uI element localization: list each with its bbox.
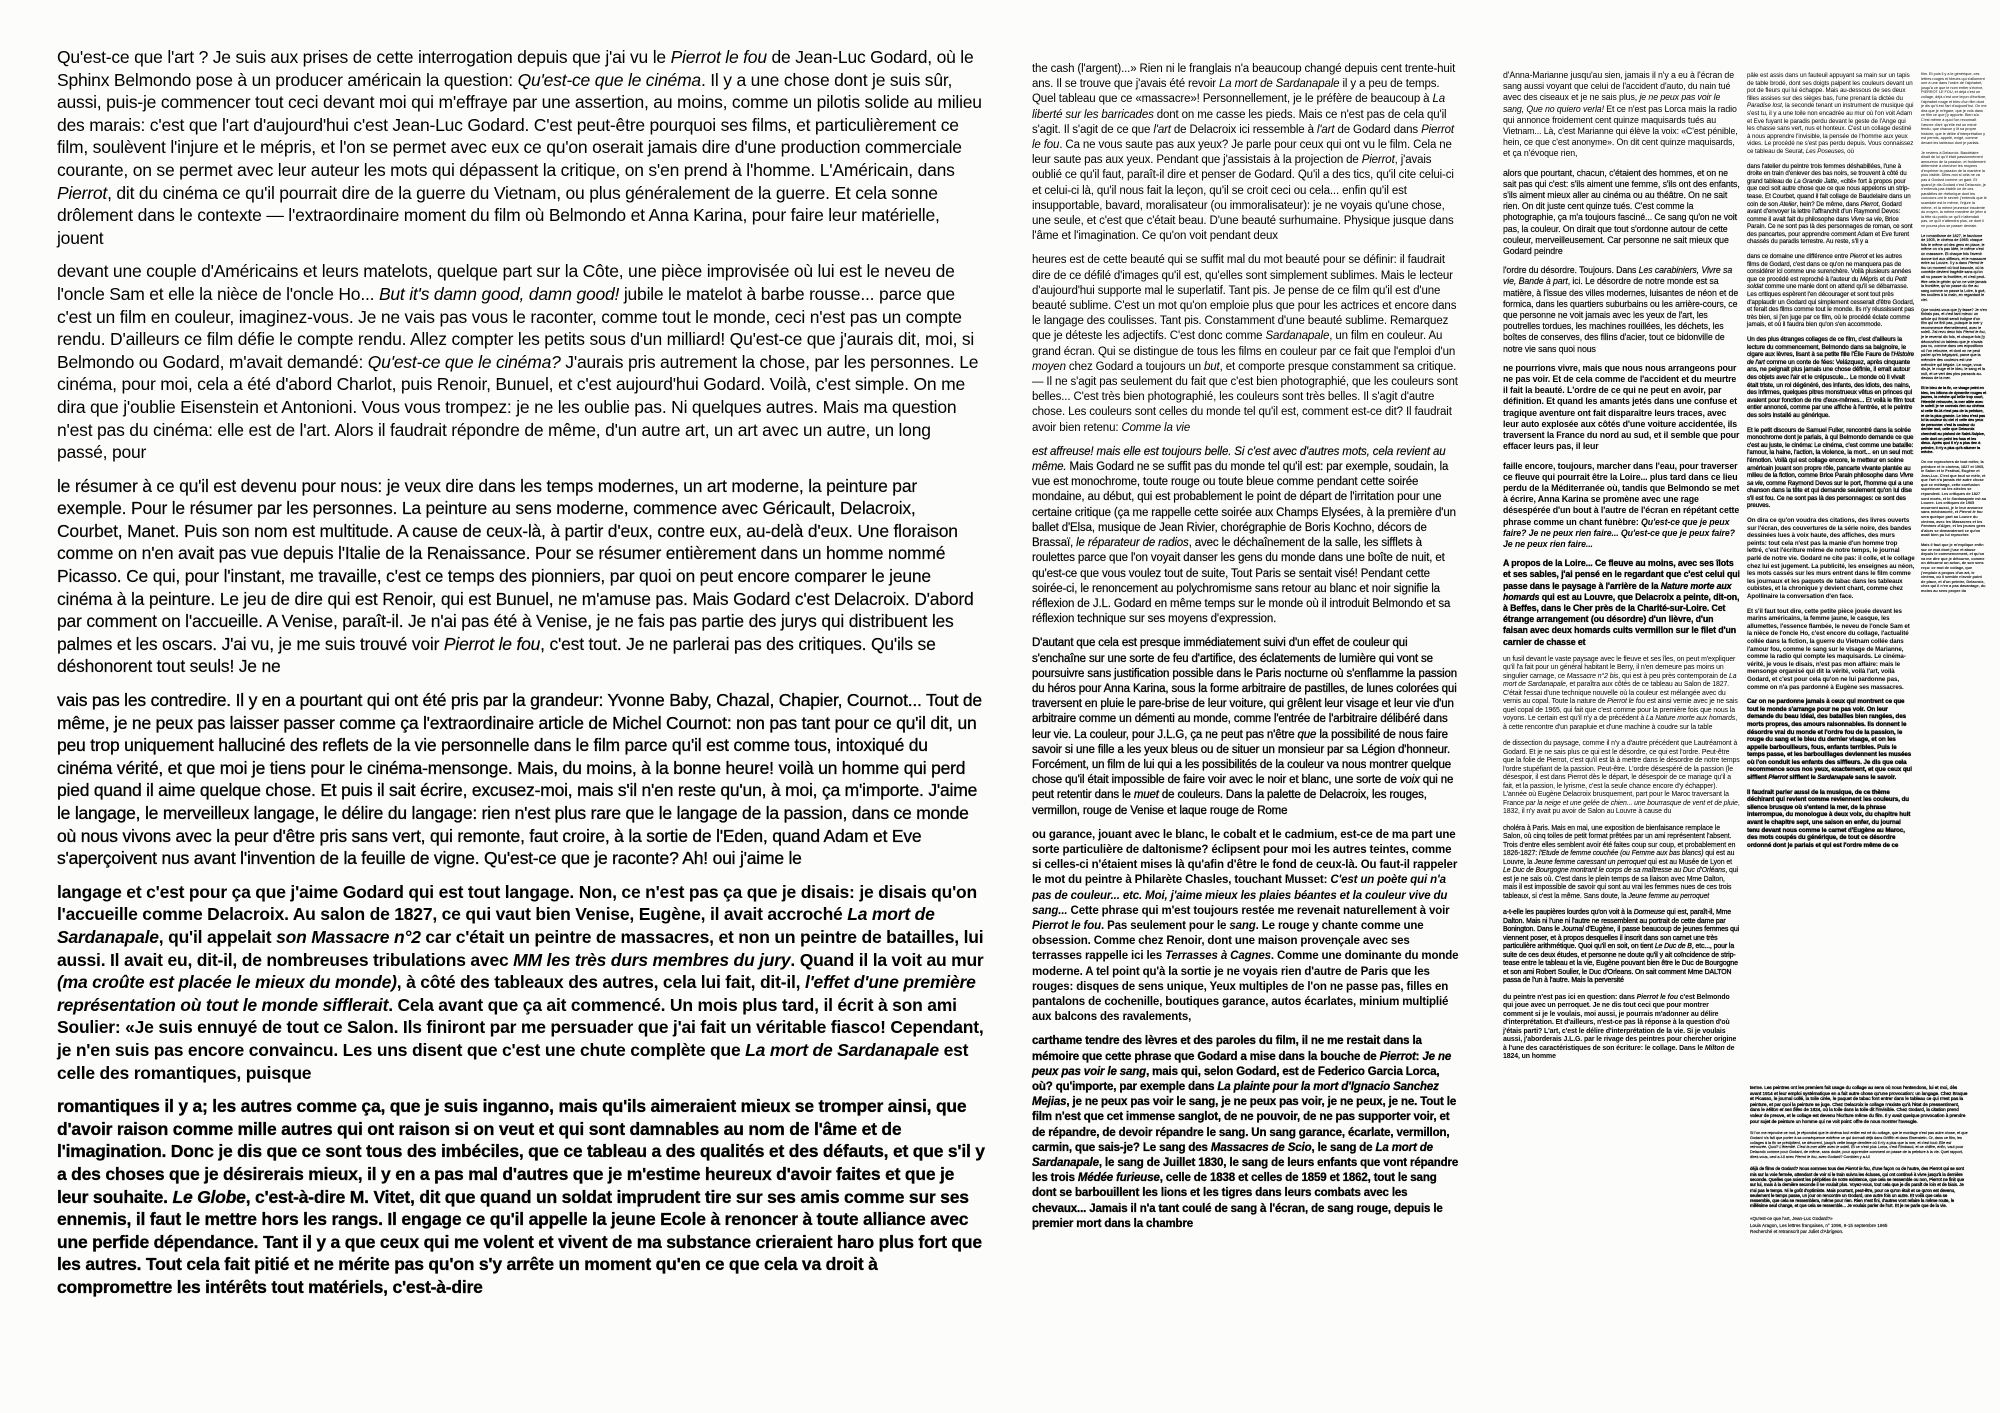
paragraph: heures est de cette beauté qui se suffit mal du mot beauté pour se définir: il faudrait dire de ce défilé d'images qu'il est, qu'elles sont simplement sublimes. Mais le lecteur d'aujourd'hui supporte mal le superlatif. Tant pis. Je pense de ce film qu'il est d'une beauté sublime. C'est un mot qu'on emploie plus que pour les actrices et encore dans le langage des coulisses. Tant pis. Constamment d'une beauté sublime. Remarquez que je déteste les adjectifs. C'est donc comme Sardanapale, un film en couleur. Au grand écran. Qui se distingue de tous les films en couleur par ce fait que l'emploi d'un moyen chez Godard a toujours un but, et comporte presque constamment sa critique. — Il ne s'agit pas seulement du fait que c'est bien photographié, que les couleurs sont belles... C'est très bien photographié, les couleurs sont très belles. Il s'agit d'autre chose. Les couleurs sont celles du monde tel qu'il est, comment est-ce dit? Il faudrait avoir bien retenu: Comme la vie — [1032, 254, 1458, 434]
paragraph: film. Et puis il y a le générique, ces lettres rouges et bleues qui s'allument une à une dans l'ordre de l'alphabet, jusqu'à ce que le nom entier s'écrive, PIERROT LE FOU, et déjà c'est un collage, déjà c'est une leçon d'écriture, l'alphabet rouge et bleu d'un film dont je dis qu'il est l'art d'aujourd'hui. On me dira que je m'égare, que je vois dans ce film ce que j'y apporte. Bien sûr. C'est même à quoi l'on reconnaît l'œuvre d'art: qu'elle est un miroir tendu, que chacun y lit sa propre histoire, que le délire d'interprétation y est permis, appelé, exigé, comme devant les tableaux dont je parlais. — [1921, 72, 1987, 145]
paragraph: Il faudrait parler aussi de la musique, de ce thème déchirant qui revient comme reviennent les couleurs, du silence brusque où s'entend la mer, de la phrase interrompue, du monologue à deux voix, du chapitre huit avant le chapitre sept, une saison en enfer, du journal tenu devant nous comme le carnet d'Eugène au Maroc, des mots coupés du générique, de tout ce désordre ordonné dont je parlais et qui est l'ordre même de ce — [1747, 788, 1911, 849]
paragraph: Le romantisme de 1827, le fauvisme de 1905, le cinéma de 1965: chaque fois le même cri des gens en place, le même on n'a pas idée, le même c'est un massacre. Et chaque fois l'avenir donne tort aux siffleurs, et le massacre entre au Louvre. Il y a dans Pierrot le fou un moment où tout bascule, où la comédie devient tragédie sans qu'on ait vu passer la frontière, et c'est peut-être cela le génie: qu'on ne voie jamais la frontière, qu'on passe du rire au sang comme on passe la Loire, à gué, les souliers à la main, en regardant le ciel. — [1921, 233, 1987, 302]
paragraph: ne pourrions vivre, mais que nous nous arrangeons pour ne pas voir. Et de cela comme de l'accident et du meurtre il fait la beauté. L'ordre de ce qui ne peut en avoir, par définition. Et quand les amants jetés dans une confuse et tragique aventure ont fait disparaître leurs traces, avec leur auto explosée aux côtés d'une voiture accidentée, ils traversent la France du nord au sud, et il semble que pour effacer leurs pas, il leur — [1503, 362, 1740, 452]
paragraph: romantiques il y a; les autres comme ça, que je suis inganno, mais qu'ils aimeraient mieux se tromper ainsi, que d'avoir raison comme mille autres qui ont raison si on veut et qui sont damnables au nom de l'âme et de l'imagination. Donc je dis que ce sont tous des imbéciles, que ce tableau a des qualités et des défauts, et que s'il y a des choses que je désirerais mieux, il y en a pas mal d'autres que je m'estime heureux d'avoir faites et que je leur souhaite. Le Globe, c'est-à-dire M. Vitet, dit que quand un soldat imprudent tire sur ses amis comme sur ses ennemis, il faut le mettre hors les rangs. Il engage ce qu'il appelle la jeune Ecole à renoncer à toute alliance avec une perfide dépendance. Tant il y a que ceux qui me volent et vivent de ma substance crieraient haro plus fort que les autres. Tout cela fait pitié et ne mérite pas qu'on s'y arrête un moment qu'en ce que cela va droit à compromettre les intérêts tout matériels, c'est-à-dire — [57, 1096, 985, 1297]
paragraph: Si l'on me reproche ce mot, je répondrai que le cinéma tout entier est né du collage, que le montage n'est pas autre chose, et que Godard n'a fait que porter à sa conséquence extrême ce qui dormait déjà dans Griffith et dans Eisenstein. Or, dans ce film, les collages à la fin se précipitent, se dévorent, jusqu'à cette image dernière où il n'y a plus que la mer, et c'est tout: Elle est retrouvée. Quoi? L'éternité. C'est la mer allée avec le soleil. Et ce n'est plus Lorca, c'est Rimbaud, et ce chiffre, enfin, vaut pour Delacroix comme pour Godard, de même, sans doute, pour apprendre comment on passe de la peinture à la vie. Quel rapport, direz-vous, ceci a-t-il avec Pierrot le fou, avec Godard? Combien y a-t-il — [1750, 1131, 1968, 1159]
credit-line: Recherché et retranscrit par Juliet d'Abrigeon. — [1750, 1229, 1844, 1235]
paragraph: du peintre n'est pas ici en question: dans Pierrot le fou c'est Belmondo qui joue avec un perroquet. Je ne dis tout ceci que pour montrer comment si je le voulais, moi aussi, je pourrais m'adonner au délire d'interprétation. Et d'ailleurs, n'est-ce pas là réponse à la question d'où j'étais parti? L'art, c'est le délire d'interprétation de la vie. Si je voulais aussi, j'aborderais J.L.G. par le rivage des peintres pour chercher origine à l'une des caractéristiques de son écriture: le collage. Dans le Milton de 1824, un homme — [1503, 993, 1737, 1061]
paragraph: devant une couple d'Américains et leurs matelots, quelque part sur la Côte, une pièce improvisée où lui est le neveu de l'oncle Sam et elle la nièce de l'oncle Ho... But it's damn good, damn good! jubile le matelot à barbe rousse... parce que c'est un film en couleur, imaginez-vous. Je ne vais pas vous le raconter, comme tout le monde, ceci n'est pas un compte rendu. D'ailleurs ce film défie le compte rendu. Allez compter les petits sous d'un milliard! Qu'est-ce que j'aurais dit, moi, si Belmondo ou Godard, m'avait demandé: Qu'est-ce que le cinéma? J'aurais pris autrement la chose, par les personnes. Le cinéma, pour moi, cela a été d'abord Charlot, puis Renoir, Bunuel, et c'est aujourd'hui Godard. Voilà, c'est simple. On me dira que j'oublie Eisenstein et Antonioni. Vous vous trompez: je ne les oublie pas. Ni quelques autres. Mais ma question n'est pas du cinéma: elle est de l'art. Alors il faudrait répondre de même, d'un autre art, un art avec un autre, un long passé, pour — [57, 261, 979, 463]
paragraph: Mais il faut que je m'explique enfin sur ce mot dont j'use et abuse depuis le commencement, et qu'on va me dire que je détourne, comme on détourne un avion, de son sens reçu: ce mot de collage, que j'emploie à propos d'un art, le cinéma, où il semble n'avoir point de place, et d'un peintre, Delacroix, chez qui il n'en a pas davantage, du moins au sens propre du — [1921, 543, 1986, 593]
paragraph: de dissection du paysage, comme il n'y a d'autre précédent que Lautréamont à Godard. Et je ne sais plus ce qui est le désordre, ce qui est l'ordre. Peut-être que la folie de Pierrot, c'est qu'il est là à mettre dans le désordre de notre temps l'ordre stupéfiant de la passion. Peut-être. L'ordre désespéré de la passion (le désespoir, il est dans Pierrot dès le départ, le désespoir de ce mariage qu'il a fait, et la passion, le lyrisme, c'est la seule chance encore d'y échapper). L'année où Eugène Delacroix brusquement, part pour le Maroc traversant la France par la neige et une gelée de chien... une bourrasque de vent et de pluie, 1832, il n'y avait pu avoir de Salon au Louvre à cause du — [1503, 740, 1740, 816]
paragraph: Je reviens à Delacroix. Baudelaire disait de lui qu'il était passionnément amoureux de la passion, et froidement déterminé à chercher les moyens d'exprimer la passion de la manière la plus visible. Dites-moi si cela ne va pas à Godard comme un gant. Et quand je dis Godard c'est Delacroix, je n'entends pas établir un de ces parallèles de rhétorique dont les concours ont le secret: j'entends que le scandale est le même, l'injure la même, et la même jeunesse insolente du moyen, la même manière de jeter à la tête du public ce qu'il n'attendait pas, ce qu'il n'attendra plus, ce dont il ne pourra plus se passer demain. — [1921, 150, 1987, 228]
paragraph: déjà de films de Godard? Nous sommes tous des Pierrot le fou, d'une façon ou de l'autre, des Pierrot qui se sont mis sur la voie fermée, attendant de voir si le train suivra les écluses, qui ont continué à vivre jusqu'à la dernière seconde. Quelles que soient les péripéties de notre existence, que cela se ressemble ou non, Pierrot ne finit que sur lui, mais à la dernière seconde il ne voulait plus. Voyez-vous, tout cela que je dis paraît de loin et de biais. Je n'ai pas le temps. Ni le goût d'optimiste. Mais pourtant, peut-être, pour ce qu'on était et ce qu'on est devenu, seulement le temps passe, un jour on rencontre un Godard, une autre fois un autre. Et voilà que cela se ressemble, que cela se ressemblera, même pour rien. Rien n'est fini, d'autres vont refaire la même route, le millésime seul change, et que cela se ressemble... Je voulais parler de l'art. Et je ne parle que de la vie. — [1750, 1166, 1965, 1209]
paragraph: ou garance, jouant avec le blanc, le cobalt et le cadmium, est-ce de ma part une sorte particulière de daltonisme? éclipsent pour moi les autres teintes, comme si celles-ci n'étaient mises là qu'afin d'être le fond de ceux-là. Ou faut-il rappeler le mot du peintre à Philarète Chasles, touchant Musset: C'est un poète qui n'a pas de couleur... etc. Moi, j'aime mieux les plaies béantes et la couleur vive du sang... Cette phrase qui m'est toujours restée me revenait naturellement à voir Pierrot le fou. Pas seulement pour le sang. Le rouge y chante comme une obsession. Comme chez Renoir, dont une maison provençale avec ses terrasses rappelle ici les Terrasses à Cagnes. Comme une dominante du monde moderne. A tel point qu'à la sortie je ne voyais rien d'autre de Paris que les rouges: disques de sens unique, Yeux multiples de l'on ne passe pas, filles en pantalons de cochenille, boutiques garance, autos écarlates, minium multiplié aux balcons des ravalements, — [1032, 828, 1459, 1024]
paragraph: le résumer à ce qu'il est devenu pour nous: je veux dire dans les temps modernes, un art moderne, la peinture par exemple. Pour le résumer par les personnes. La peinture au sens moderne, commence avec Géricault, Delacroix, Courbet, Manet. Puis son nom est multitude. A cause de ceux-là, à partir d'eux, contre eux, au-delà d'eux. Une floraison comme on n'en avait pas vue depuis l'Italie de la Renaissance. Pour se résumer entièrement dans un homme nommé Picasso. Ce qui, pour l'instant, me travaille, c'est ce temps des pionniers, par quoi on peut encore comparer le jeune cinéma à la peinture. Le jeu de dire qui est Renoir, qui est Bunuel, ne m'amuse pas. Mais Godard c'est Delacroix. D'abord par comment on l'accueille. A Venise, paraît-il. Je n'ai pas été à Venise, je ne fais pas partie des jurys qui distribuent les palmes et les oscars. J'ai vu, je me suis trouvé voir Pierrot le fou, c'est tout. Je ne parlerai pas des critiques. Qu'ils se déshonorent tout seuls! Je ne — [57, 475, 974, 677]
right-page-column-d — [1921, 72, 1987, 599]
paragraph: terme. Les peintres ont les premiers fait usage du collage au sens où nous l'entendons, lui et moi, dès avant 1914 et leur emploi systématique en a fait autre chose qu'une provocation: un langage. Chez Braque et Picasso, le journal collé, la toile cirée, le paquet de tabac font entrer dans le tableau ce qui n'est pas la peinture, et par quoi la peinture se juge. Chez Delacroix le collage n'existe qu'à l'état de pressentiment, dans le Milton et ses filles de 1824, où la toile dans la toile dit l'invisible. Chez Godard, la citation prend valeur de preuve, et le collage est devenu l'écriture même du film. Il y avait quelque provocation à prendre pour sujet de peinture un homme qui ne voit point: offre de nous montrer l'aveugle. — [1750, 1085, 1968, 1124]
credit-line: Louis Aragon, Les lettres françaises, n° 1096, 9-15 septembre 1965 — [1750, 1222, 1888, 1228]
paragraph: vais pas les contredire. Il y en a pourtant qui ont été pris par la grandeur: Yvonne Baby, Chazal, Chapier, Cournot... Tout de même, je ne peux pas laisser passer comme ça l'extraordinaire article de Michel Cournot: non pas tant pour ce qu'il dit, un peu trop uniquement halluciné des reflets de la vie personnelle dans le film parce qu'il est comme tous, intoxiqué du cinéma vérité, et que moi je tiens pour le cinéma-mensonge. Mais, du moins, à la bonne heure! voilà un homme qui perd pied quand il aime quelque chose. Et puis il sait écrire, excusez-moi, mais s'il n'en reste qu'un, à moi, ça m'importe. J'aime le langage, le merveilleux langage, le délire du langage: rien n'est plus rare que le langage de la passion, dans ce monde où nous vivons avec la peur d'être pris sans vert, qui remonte, faut croire, à la sortie de l'Eden, quand Adam et Eve s'aperçoivent nus avant l'invention de la feuille de vigne. Qu'est-ce que je raconte? Ah! oui j'aime le — [57, 690, 982, 869]
paragraph: dans l'atelier du peintre trois femmes déshabillées, l'une à droite en train d'enlever des bas noirs, se trouvent à côté du grand tableau de La Grande Jatte, «cité» fort à propos pour que ceci soit autre chose que ce que nous appelons un strip-tease. Et Courbet, quand il fait collage de Baudelaire dans un coin de son Atelier, hein? De même, dans Pierrot, Godard avant d'envoyer la lettre l'affranchit d'un Raymond Devos: comme il avait fait du philosophe dans Vivre sa vie, Brice Parain. Ce ne sont pas là des personnages de roman, ce sont des pancartes, pour apprendre comment Adam et Eve furent chassés du paradis terrestre. Au reste, s'il y a — [1747, 162, 1913, 246]
paragraph: l'ordre du désordre. Toujours. Dans Les carabiniers, Vivre sa vie, Bande à part, ici. Le désordre de notre monde est sa matière, à l'issue des villes modernes, luisantes de néon et de formica, dans les quartiers suburbains ou les arrière-cours, ce que personne ne voit jamais avec les yeux de l'art, les poutrelles tordues, les machines rouillées, les déchets, les boîtes de conserves, des filins d'acier, tout ce bidonville de notre vie sans quoi nous — [1503, 265, 1739, 354]
paragraph: Que voulez-vous que j'y fasse? Je n'en finirais pas, et c'est tant mieux: un article qui finirait serait indigne d'un film qui ne finit pas, puisque la mer y recommence éternellement, avec le soleil. J'ai revu deux fois Pierrot le fou, je le reverrai dix fois, et chaque fois j'y découvrirai un tableau que je n'avais pas vu, comme dans ces expositions où l'on retourne, et dont on ne peut parler qu'en bégayant, parce que la mémoire des couleurs est une mémoire qui bégaie. Le rouge, vous dis-je, le rouge et le bleu, le sang et la nuit, et ce vert des pins parasols au-dessus de la mer. — [1921, 307, 1987, 381]
paragraph: dans ce domaine une différence entre Pierrot et les autres films de Godard, c'est dans ce qu'on ne manquera pas de considérer ici comme une surenchère. Voilà plusieurs années que ce procédé est reproché à l'auteur du Mépris et du Petit soldat comme une manie dont on attend qu'il se débarrasse. Les critiques espèrent l'en décourager et sont tout près d'applaudir un Godard qui simplement cesserait d'être Godard, et ferait des films comme tout le monde. Ils n'y réussissent pas très bien, si j'en juge par ce film, où le procédé éclate comme jamais, et où il faudra bien qu'on s'en accommode. — [1747, 253, 1915, 329]
paragraph: A propos de la Loire... Ce fleuve au moins, avec ses îlots et ses sables, j'ai pensé en le regardant que c'est celui qui passe dans le paysage à l'arrière de la Nature morte aux homards qui est au Louvre, que Delacroix a peinte, dit-on, à Beffes, dans le Cher près de la Charité-sur-Loire. Cet étrange arrangement (ou désordre) d'un lièvre, d'un faisan avec deux homards cuits vermillon sur le filet d'un carnier de chasse et — [1503, 558, 1740, 647]
right-page-column-c — [1747, 72, 1915, 856]
paragraph: un fusil devant le vaste paysage avec le fleuve et ses îles, on peut m'expliquer qu'il l'a fait pour un général habitant le Berry, il n'en demeure pas moins un singulier carnage, ce Massacre n°2 bis, qui est à peu près contemporain de La mort de Sardanapale, et paraîtra aux côtés de ce tableau au Salon de 1827. C'était l'essai d'une technique nouvelle où la couleur est mélangée avec du vernis au copal. Toute la nature de Pierrot le fou est ainsi vernie avec je ne sais quel copal de 1965, qui fait que c'est comme pour la première fois que nous la voyons. Le certain est qu'il n'y a de précédent à La Nature morte aux homards, à cette rencontre d'un parapluie et d'une machine à coudre sur la table — [1503, 655, 1738, 731]
bottom-right-closing-block — [1750, 1085, 1968, 1236]
paragraph: choléra à Paris. Mais en mai, une exposition de bienfaisance remplace le Salon, où cinq toiles de petit format prêtées par un ami représentent l'absent. Trois d'entre elles semblent avoir été faites coup sur coup, et probablement en 1826-1827: l'Etude de femme couchée (ou Femme aux bas blancs) qui est au Louvre, la Jeune femme caressant un perroquet qui est au Musée de Lyon et Le Duc de Bourgogne montrant le corps de sa maîtresse au Duc d'Orléans, qui est je ne sais où. C'est dans le plein temps de sa liaison avec Mme Dalton, mais il est impossible de savoir qui sont au vrai les femmes nues de ces trois tableaux, si c'est la même. Sans doute, la Jeune femme au perroquet — [1503, 824, 1738, 900]
paragraph: est affreuse! mais elle est toujours belle. Si c'est avec d'autres mots, cela revient au même. Mais Godard ne se suffit pas du monde tel qu'il est: par exemple, soudain, la vue est monochrome, toute rouge ou toute bleue comme pendant cette soirée mondaine, au début, qui est probablement le point de départ de l'irritation pour une certaine critique (ça me rappelle cette soirée aux Champs Elysées, à la première d'un ballet d'Elsa, musique de Jean Rivier, chorégraphie de Boris Kochno, décors de Brassaï, le réparateur de radios, avec le déchaînement de la salle, les sifflets à roulettes parce que l'on voyait danser les gens du monde dans une boîte de nuit, et qu'est-ce que vous voulez tout de suite, Tout Paris se sentait visé! Pendant cette soirée-ci, le renoncement au polychromisme sans retour au blanc et noir signifie la réflexion de J.L. Godard en même temps sur le monde où il introduit Belmondo et sa réflexion technique sur ses moyens d'expression. — [1032, 445, 1456, 626]
paragraph: alors que pourtant, chacun, c'étaient des hommes, et on ne sait pas qui c'est: s'ils aiment une femme, s'ils ont des enfants, s'ils aiment mieux aller au cinéma ou au théâtre. On ne sait rien. On dit juste cent quinze tués. C'est comme la photographie, ça m'a toujours fasciné... Ce sang qu'on ne voit pas, la couleur. On dirait que tout s'ordonne autour de cette couleur, merveilleusement. Car personne ne sait mieux que Godard peindre — [1503, 167, 1740, 257]
paragraph: langage et c'est pour ça que j'aime Godard qui est tout langage. Non, ce n'est pas ça que je disais: je disais qu'on l'accueille comme Delacroix. Au salon de 1827, ce qui vaut bien Venise, Eugène, il avait accroché La mort de Sardanapale, qu'il appelait son Massacre n°2 car c'était un peintre de massacres, et non un peintre de batailles, lui aussi. Il avait eu, dit-il, de nombreuses tribulations avec MM les très durs membres du jury. Quand il la voit au mur (ma croûte est placée le mieux du monde), à côté des tableaux des autres, cela lui fait, dit-il, l'effet d'une première représentation où tout le monde sifflerait. Cela avant que ça ait commencé. Un mois plus tard, il écrit à son ami Soulier: «Je suis ennuyé de tout ce Salon. Ils finiront par me persuader que j'ai fait un véritable fiasco! Cependant, je n'en suis pas encore convaincu. Les uns disent que c'est une chute complète que La mort de Sardanapale est celle des romantiques, puisque — [57, 881, 984, 1083]
paragraph: Et le bleu de la fin, ce visage peint en bleu, les bâtons de dynamite rouges et jaunes, la mèche qui brûle trop court, l'éternité retrouvée, la mer allée avec le soleil: je ne connais rien au cinéma si cette fin-là n'est pas de la peinture, et de la plus grande. Le bleu n'est pas ici la couleur du ciel ni celle des yeux de personne: c'est la couleur du dernier mot, celle que Delacroix cherchait au plafond de Saint-Sulpice, celle dont on peint les fous et les dieux. Après quoi il n'y a plus rien à peindre, il n'y a plus qu'à allumer la mèche. — [1921, 386, 1987, 455]
paragraph: the cash (l'argent)...» Rien ni le franglais n'a beaucoup changé depuis cent trente-huit ans. Il se trouve que j'avais été revoir La mort de Sardanapale il y a peu de temps. Quel tableau que ce «massacre»! Personnellement, je le préfère de beaucoup à La liberté sur les barricades dont on me casse les pieds. Mais ce n'est pas de cela qu'il s'agit. Il s'agit de ce que l'art de Delacroix ici ressemble à l'art de Godard dans Pierrot le fou. Ca ne vous saute pas aux yeux? Je parle pour ceux qui ont vu le film. Cela ne leur saute pas aux yeux. Pendant que j'assistais à la projection de Pierrot, j'avais oublié ce qu'il faut, paraît-il dire et penser de Godard. Qu'il a des tics, qu'il cite celui-ci et celui-ci là, qu'il nous fait la leçon, qu'il se croit ceci ou cela... enfin qu'il est insupportable, bavard, moralisateur (ou immoralisateur): je ne voyais qu'une chose, une seule, et c'est que c'était beau. D'une beauté surhumaine. Physique jusque dans l'âme et l'imagination. Ce qu'on voit pendant deux — [1032, 63, 1456, 243]
paragraph: Et le petit discours de Samuel Fuller, rencontré dans la soirée monochrome dont je parlais, à qui Belmondo demande ce que c'est au juste, le cinéma: Le cinéma, c'est comme une bataille: l'amour, la haine, l'action, la violence, la mort... en un seul mot: l'émotion. Voilà qui est collage encore, le metteur en scène américain jouant son propre rôle, pancarte vivante plantée au milieu de la fiction, comme Brice Parain philosophe dans Vivre sa vie, comme Raymond Devos sur le port, l'homme qui a une chanson dans la tête et qui demande seulement qu'on lui dise s'il est fou. Ce ne sont pas là des personnages: ce sont des preuves. — [1747, 426, 1914, 510]
paragraph: On dira ce qu'on voudra des citations, des livres ouverts sur l'écran, des couvertures de la série noire, des bandes dessinées lues à voix haute, des affiches, des murs peints: tout cela n'est pas la manie d'un homme trop lettré, c'est l'écriture même de notre temps, le journal parlé de notre vie. Godard ne cite pas: il colle, et le collage chez lui est jugement. La publicité, les enseignes au néon, les mots cassés sur les murs entrent dans le film comme les journaux et les paquets de tabac dans les tableaux cubistes, et la chronique y devient chant, comme chez Apollinaire la conversation d'en face. — [1747, 517, 1915, 600]
right-page-column-a — [1032, 62, 1460, 1241]
paragraph: carthame tendre des lèvres et des paroles du film, il ne me restait dans la mémoire que cette phrase que Godard a mise dans la bouche de Pierrot: Je ne peux pas voir le sang, mais qui, selon Godard, est de Federico Garcia Lorca, où? qu'importe, par exemple dans La plainte pour la mort d'Ignacio Sanchez Mejias, je ne peux pas voir le sang, je ne peux pas voir, je ne peux, je ne. Tout le film n'est que cet immense sanglot, de ne pouvoir, de ne pas supporter voir, et de répandre, de devoir répandre le sang. Un sang garance, écarlate, vermillon, carmin, que sais-je? Le sang des Massacres de Scio, le sang de La mort de Sardanapale, le sang de Juillet 1830, le sang de leurs enfants que vont répandre les trois Médée furieuse, celle de 1838 et celles de 1859 et 1862, tout le sang dont se barbouillent les lions et les tigres dans leurs combats avec les chevaux... Jamais il n'a tant coulé de sang à l'écran, de sang rouge, depuis le premier mort dans la chambre — [1032, 1035, 1459, 1230]
paragraph: Qu'est-ce que l'art ? Je suis aux prises de cette interrogation depuis que j'ai vu le Pierrot le fou de Jean-Luc Godard, où le Sphinx Belmondo pose à un producer américain la question: Qu'est-ce que le cinéma. Il y a une chose dont je suis sûr, aussi, puis-je commencer tout ceci devant moi qui m'effraye par une assertion, au moins, comme un pilotis solide au milieu des marais: c'est que l'art d'aujourd'hui c'est Jean-Luc Godard. C'est peut-être pourquoi ses films, et particulièrement ce film, soulèvent l'injure et le mépris, et l'on se permet avec eux ce qu'on oserait jamais dire d'une production commerciale courante, on se permet avec leur auteur les mots qui dépassent la critique, on s'en prend à l'homme. L'Américain, dans Pierrot, dit du cinéma ce qu'il pourrait dire de la guerre du Vietnam, ou plus généralement de la guerre. Et cela sonne drôlement dans le contexte — l'extraordinaire moment du film où Belmondo et Anna Karina, pour faire leur matérielle, jouent — [57, 47, 982, 248]
paragraph: On me reprochera de tout mêler, la peinture et le cinéma, 1827 et 1965, le Salon et le Festival, Eugène et Jean-Luc. C'est que tout se mêle, et que l'art n'a jamais été autre chose que ce mélange, cette confusion supérieure où les siècles se répondent. Les critiques de 1827 sont morts, et le Sardanapale est au Louvre. Les critiques de 1965 mourront aussi, je le leur annonce sans méchanceté, et Pierrot le fou sera quelque part au Louvre du cinéma, avec les Massacres et les Femmes d'Alger, et les jeunes gens d'alors se demanderont ce qu'on avait bien pu lui reprocher. — [1921, 459, 1987, 538]
paragraph: faille encore, toujours, marcher dans l'eau, pour traverser ce fleuve qui pourrait être la Loire... plus tard dans ce lieu perdu de la Méditerranée où, tandis que Belmondo se met à écrire, Anna Karina se promène avec une rage désespérée d'un bout à l'autre de l'écran en répétant cette phrase comme un chant funèbre: Qu'est-ce que je peux faire? Je ne peux rien faire... Qu'est-ce que je peux faire? Je ne peux rien faire... — [1503, 460, 1740, 549]
paragraph: a-t-elle les paupières lourdes qu'on voit à la Dormeuse qui est, paraît-il, Mme Dalton. Mais ni l'une ni l'autre ne ressemblent au portrait de cette dame par Bonington. Dans le Journal d'Eugène, il passe beaucoup de jeunes femmes qui viennent poser, et à propos desquelles il inscrit dans son carnet une très particulière arithmétique. Quoi qu'il en soit, on tient Le Duc de B, etc..., pour la suite de ces deux études, et personne ne doute qu'il y ait coïncidence de strip-tease entre le tableau et la vie, Eugène pouvant bien être le Duc de Bourgogne et son ami Robert Soulier, le Duc d'Orleans. On sait comment Mme DALTON passa de l'un à l'autre. Mais la perversité — [1503, 909, 1740, 985]
paragraph: Un des plus étranges collages de ce film, c'est d'ailleurs la lecture du commencement, Belmondo dans sa baignoire, le cigare aux lèvres, lisant à sa petite fille l'Élie Faure de l'Histoire de l'art comme un conte de fées: Velázquez, après cinquante ans, ne peignait plus jamais une chose définie, il errait autour des objets avec l'air et le crépuscule... Le monde où il vivait était triste, un roi dégénéré, des infants, des idiots, des nains, des infirmes, quelques pitres monstrueux vêtus en princes qui avaient pour fonction de rire d'eux-mêmes... Et voilà le film tout entier annoncé, comme par une affiche à l'entrée, et le peintre des soirs installé au générique. — [1747, 336, 1915, 419]
paragraph: Et s'il faut tout dire, cette petite pièce jouée devant les marins américains, la femme jaune, le casque, les allumettes, l'essence flambée, le neveu de l'oncle Sam et la nièce de l'oncle Ho, c'est encore du collage, l'actualité collée dans la fiction, la guerre du Vietnam collée dans l'amour fou, comme le sang sur le visage de Marianne, comme la radio qui compte les maquisards. Le cinéma-vérité, je vous le disais, n'est pas mon affaire: mais le mensonge organisé qui dit la vérité, voilà l'art, voilà Godard, et c'est pour cela qu'on ne lui pardonne pas, comme on n'a pas pardonné à Eugène ses massacres. — [1747, 607, 1910, 691]
paragraph: D'autant que cela est presque immédiatement suivi d'un effet de couleur qui s'enchaîne sur une sorte de feu d'artifice, des éclatements de lumière qui vont se poursuivre sans justification possible dans le Paris nocturne où s'enflamme la passion du héros pour Anna Karina, sous la forme arbitraire de pastilles, de lunes colorées qui traversent en pluie le pare-brise de leur voiture, qui grêlent leur visage et leur vie d'un arbitraire comme un démenti au monde, comme l'entrée de l'arbitraire délibéré dans leur vie. La couleur, pour J.L.G, ça ne peut pas n'être que la possibilité de nous faire savoir si une fille a les yeux bleus ou de situer un monsieur par sa Légion d'honneur. Forcément, un film de lui qui a les possibilités de la couleur va nous montrer quelque chose qu'il était impossible de faire voir avec le noir et blanc, une sorte de voix qui ne peut retentir dans le muet de couleurs. Dans la palette de Delacroix, les rouges, vermillon, rouge de Venise et laque rouge de Rome — [1032, 637, 1458, 817]
paragraph: Car on ne pardonne jamais à ceux qui montrent ce que tout le monde s'arrange pour ne pas voir. On leur demande du beau idéal, des batailles bien rangées, des morts propres, des amours raisonnables. Ils donnent le désordre vrai du monde et l'ordre fou de la passion, le rouge du sang et le bleu du dernier visage, et on les appelle barbouilleurs, fous, enfants terribles. Puis le temps passe, et les barbouillages deviennent les musées où l'on conduit les enfants des siffleurs. Je dis que cela recommence sous nos yeux, exactement, et que ceux qui sifflent Pierrot sifflent le Sardanapale sans le savoir. — [1747, 698, 1912, 782]
right-page-column-b — [1503, 70, 1740, 1070]
credit-line: «Qu'est-ce que l'art, Jean-Luc Godard?» — [1750, 1215, 1833, 1221]
paragraph: d'Anna-Marianne jusqu'au sien, jamais il n'y a eu à l'écran de sang aussi voyant que celui de l'accident d'auto, du nain tué avec des ciseaux et je ne sais plus, je ne peux pas voir le sang, Que no quiero verla! Et ce n'est pas Lorca mais la radio qui annonce froidement cent quinze maquisards tués au Vietnam... Là, c'est Marianne qui élève la voix: «C'est pénible, hein, ce que c'est anonyme». On dit cent quinze maquisards, et ça n'évoque rien, — [1503, 70, 1738, 159]
paragraph: pâle est assis dans un fauteuil appuyant sa main sur un tapis de table brodé, dont ses doigts palpent les couleurs devant un pot de fleurs qui lui échappe. Mais au-dessous de ses deux filles assises sur des sièges bas, l'une prenant la dictée du Paradise lost, la seconde tenant un instrument de musique qui s'est tu, il y a une toile non encadrée au mur où l'on voit Adam et Eve fuyant le paradis perdu devant le geste de l'Ange qui les chasse sans vert, nus et honteux. C'est un collage destiné à nous apprendre l'invisible, la pensée de l'homme aux yeux vides. Le procédé ne s'est pas perdu depuis. Vous connaissez ce tableau de Seurat, Les Poseuses, où — [1747, 72, 1914, 155]
left-page-text-column — [57, 46, 985, 1309]
